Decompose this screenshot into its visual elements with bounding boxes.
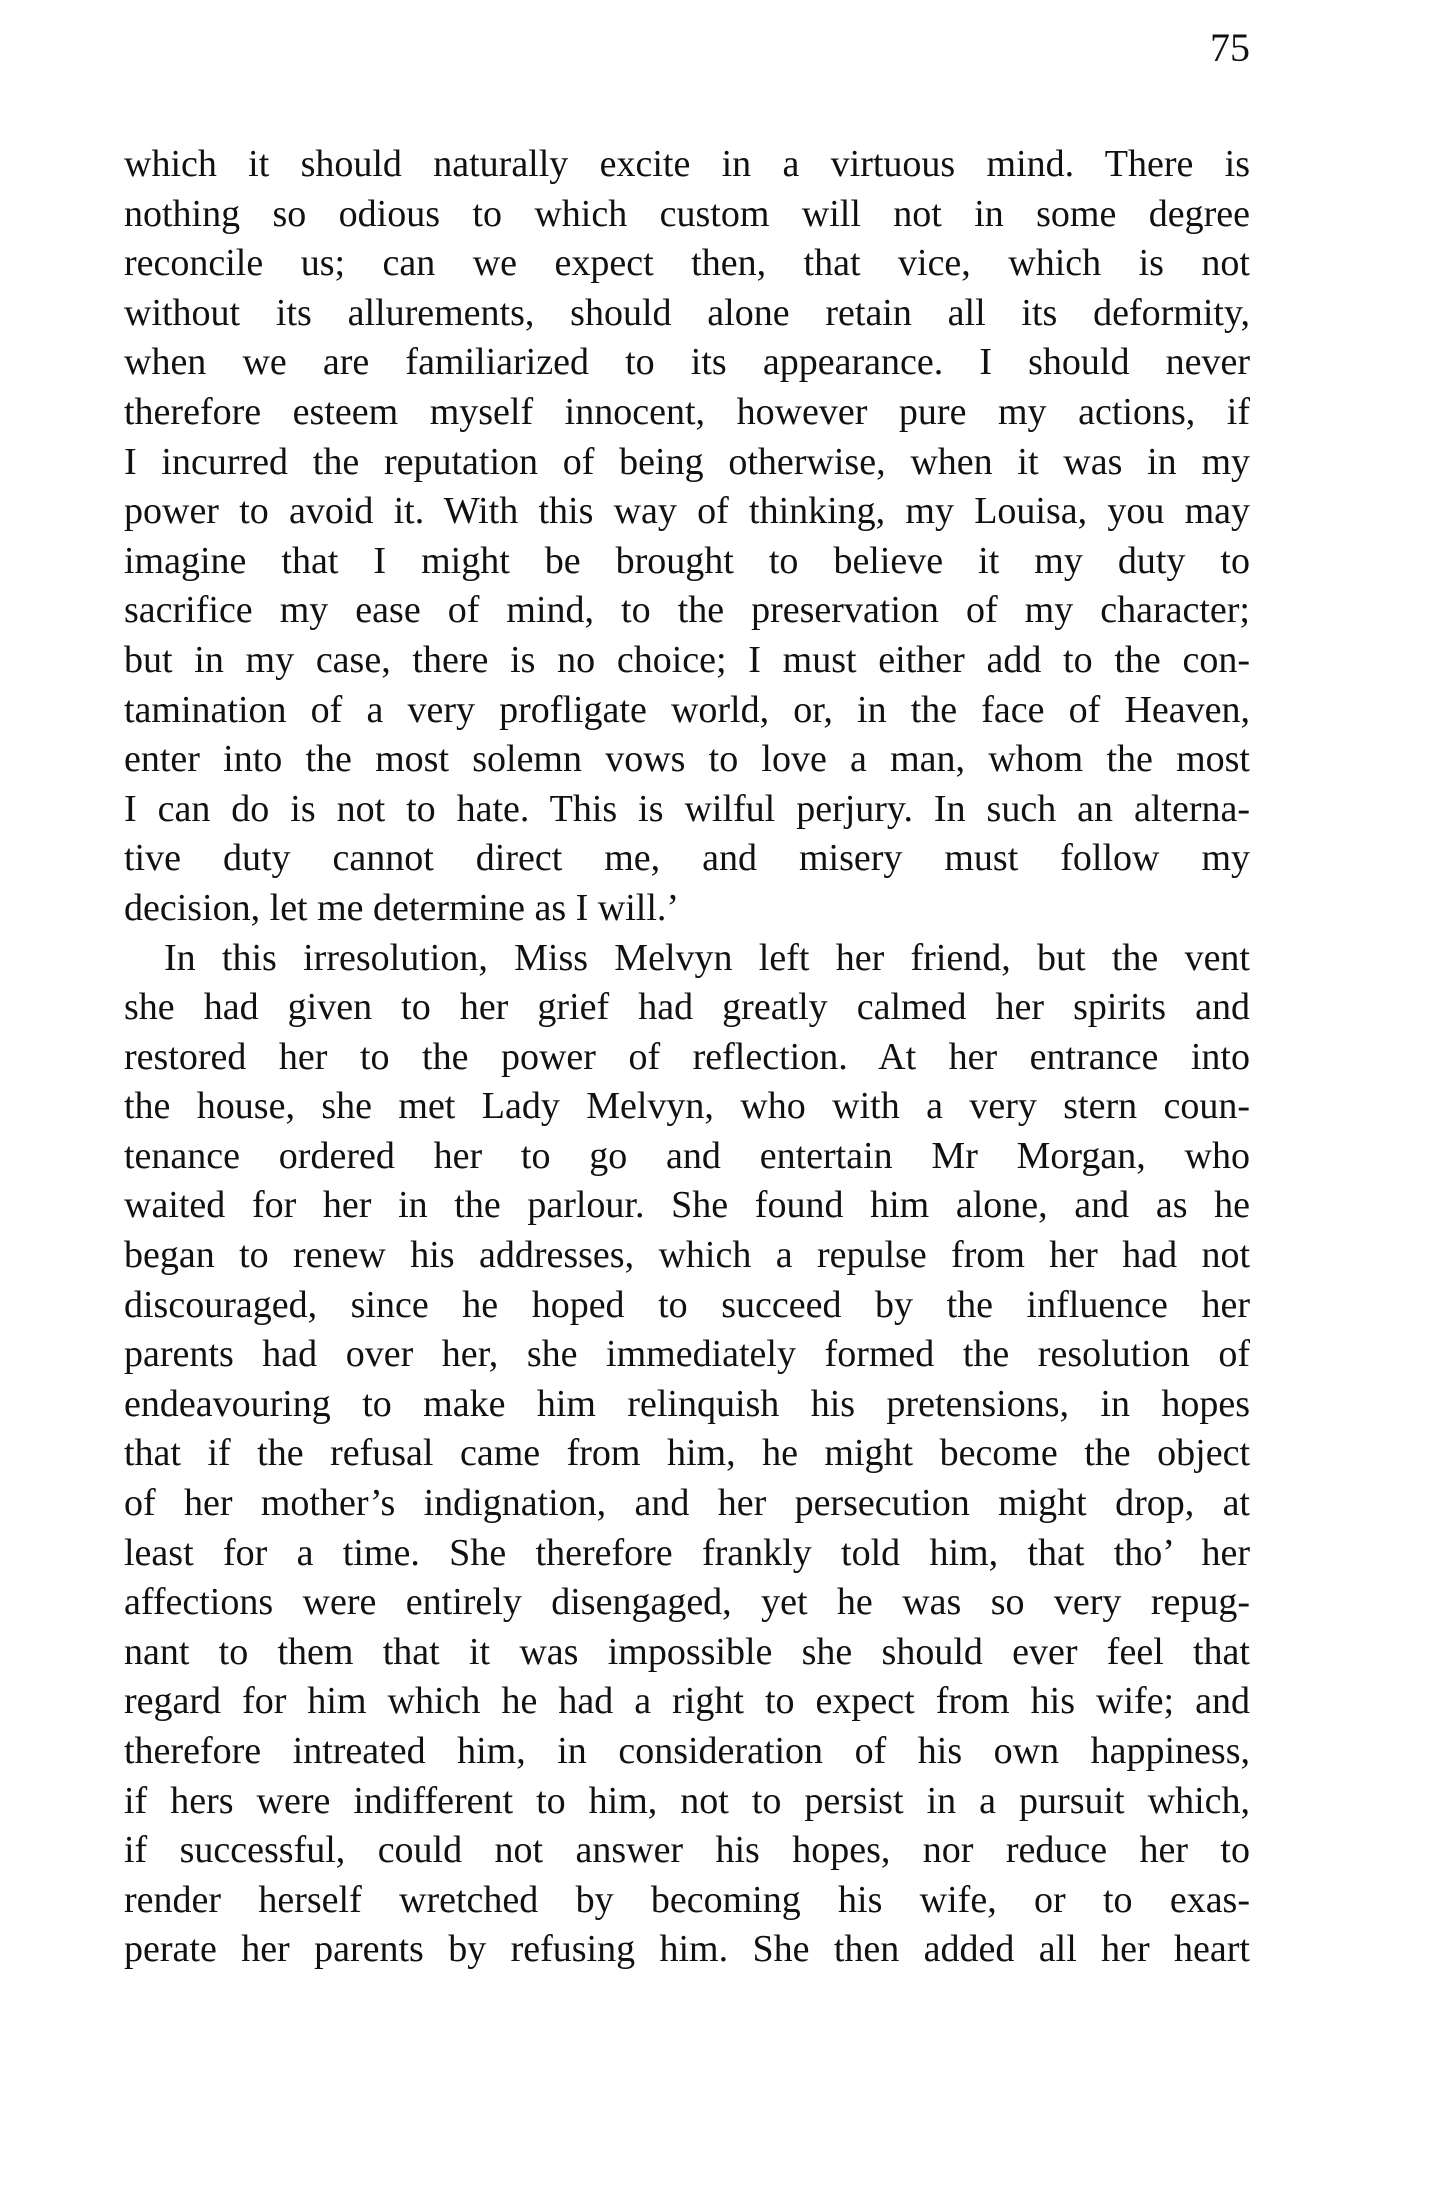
text-line: of her mother’s indignation, and her persecution might drop, at bbox=[124, 1482, 1250, 1525]
text-line: perate her parents by refusing him. She then added all her heart bbox=[124, 1928, 1250, 1971]
text-line: if successful, could not answer his hopes, nor reduce her to bbox=[124, 1829, 1250, 1872]
text-line: I can do is not to hate. This is wilful perjury. In such an alterna- bbox=[124, 787, 1250, 830]
text-line: I incurred the reputation of being otherwise, when it was in my bbox=[124, 440, 1250, 483]
text-line: she had given to her grief had greatly calmed her spirits and bbox=[124, 986, 1250, 1029]
text-line: reconcile us; can we expect then, that vice, which is not bbox=[124, 242, 1250, 285]
text-line: that if the refusal came from him, he might become the object bbox=[124, 1432, 1250, 1475]
text-line: enter into the most solemn vows to love a man, whom the most bbox=[124, 738, 1250, 781]
text-line: In this irresolution, Miss Melvyn left her friend, but the vent bbox=[164, 936, 1250, 979]
page-number: 75 bbox=[1210, 25, 1250, 70]
text-line: render herself wretched by becoming his wife, or to exas- bbox=[124, 1878, 1250, 1921]
text-line: decision, let me determine as I will.’ bbox=[124, 886, 680, 929]
text-line: without its allurements, should alone retain all its deformity, bbox=[124, 291, 1250, 334]
paragraph bbox=[124, 140, 1250, 934]
text-line: affections were entirely disengaged, yet he was so very repug- bbox=[124, 1581, 1250, 1624]
text-line: which it should naturally excite in a virtuous mind. There is bbox=[124, 143, 1250, 185]
text-line: therefore intreated him, in consideration of his own happiness, bbox=[124, 1730, 1250, 1772]
text-line: tenance ordered her to go and entertain Mr Morgan, who bbox=[124, 1134, 1250, 1177]
text-line: the house, she met Lady Melvyn, who with a very stern coun- bbox=[124, 1085, 1250, 1128]
text-line: sacrifice my ease of mind, to the preservation of my character; bbox=[124, 589, 1250, 632]
text-line: tamination of a very profligate world, or, in the face of Heaven, bbox=[124, 688, 1250, 731]
text-line: nant to them that it was impossible she should ever feel that bbox=[124, 1630, 1250, 1673]
text-line: parents had over her, she immediately formed the resolution of bbox=[124, 1333, 1250, 1376]
text-line: but in my case, there is no choice; I must either add to the con- bbox=[124, 638, 1250, 681]
text-line: when we are familiarized to its appearance. I should never bbox=[124, 341, 1250, 384]
text-line: if hers were indifferent to him, not to persist in a pursuit which, bbox=[124, 1779, 1250, 1822]
text-line: discouraged, since he hoped to succeed by the influence her bbox=[124, 1283, 1250, 1326]
text-line: endeavouring to make him relinquish his pretensions, in hopes bbox=[124, 1382, 1250, 1425]
text-line: tive duty cannot direct me, and misery must follow my bbox=[124, 837, 1250, 880]
text-line: imagine that I might be brought to believe it my duty to bbox=[124, 539, 1250, 582]
paragraph bbox=[124, 934, 1250, 1975]
text-line: began to renew his addresses, which a repulse from her had not bbox=[124, 1234, 1250, 1277]
text-line: therefore esteem myself innocent, however pure my actions, if bbox=[124, 390, 1250, 433]
text-line: waited for her in the parlour. She found him alone, and as he bbox=[124, 1184, 1250, 1227]
text-line: regard for him which he had a right to expect from his wife; and bbox=[124, 1680, 1250, 1723]
body-text bbox=[124, 140, 1250, 1975]
text-line: nothing so odious to which custom will not in some degree bbox=[124, 192, 1250, 235]
text-line: least for a time. She therefore frankly told him, that tho’ her bbox=[124, 1531, 1250, 1574]
text-line: restored her to the power of reflection. At her entrance into bbox=[124, 1035, 1250, 1078]
text-line: power to avoid it. With this way of thinking, my Louisa, you may bbox=[124, 490, 1250, 533]
